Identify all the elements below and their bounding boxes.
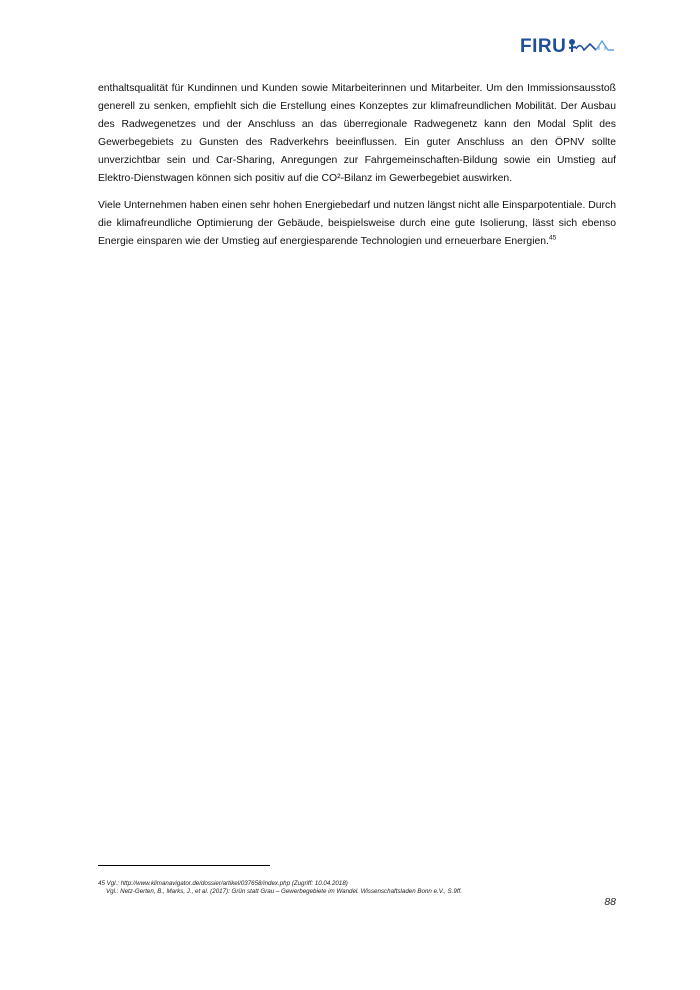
footnote-45-continuation: Vgl.: Netz-Gerten, B., Marks, J., et al. (2017): Grün statt Grau – Gewerbegebiete im Wandel. Wissenschaftsladen Bonn e.V., S.9ff. [106, 887, 463, 895]
page-number: 88 [604, 896, 616, 908]
paragraph-mobility [98, 80, 616, 188]
main-text [98, 80, 616, 260]
paragraph-2-text: Viele Unternehmen haben einen sehr hohen Energiebedarf und nutzen längst nicht alle Einsparpotentiale. Durch die klimafreundliche Optimierung der Gebäude, beispielsweise durch eine gute Isolierung, lässt sich ebenso Energie einsparen wie der Umstieg auf energiesparende Technologien und erneuerbare Energien. [98, 200, 616, 247]
firu-logo [520, 34, 620, 60]
paragraph-1-text: enthaltsqualität für Kundinnen und Kunden sowie Mitarbeiterinnen und Mitarbeiter. Um den Immissionsausstoß generell zu senken, empfiehlt sich die Erstellung eines Konzeptes zur klimafreundlichen Mobilität. Der Ausbau des Radwegenetzes und der Anschluss an das überregionale Radwegenetz kann den Modal Split des Gewerbegebiets zu Gunsten des Radverkehrs beeinflussen. Ein guter Anschluss an den ÖPNV sollte unverzichtbar sein und Car-Sharing, Anregungen zur Fahrgemeinschaften-Bildung sowie ein Umstieg auf Elektro-Dienstwagen können sich positiv auf die CO²-Bilanz im Gewerbegebiet auswirken. [98, 83, 616, 184]
paragraph-energy [98, 197, 616, 251]
footnote-divider [98, 865, 270, 866]
footnote-reference: 45 [548, 234, 557, 242]
footnotes [98, 880, 618, 895]
logo-figure-icon [567, 36, 615, 58]
logo-text: FIRU [520, 36, 567, 57]
footnote-45: 45 Vgl.: http://www.klimanavigator.de/dossier/artikel/037658/index.php (Zugriff: 10.04.2018) [98, 880, 348, 887]
